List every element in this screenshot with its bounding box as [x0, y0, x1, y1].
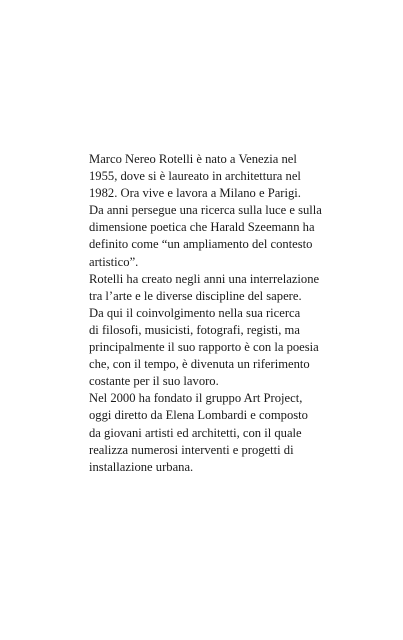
text-line: dimensione poetica che Harald Szeemann ha — [89, 220, 315, 235]
text-line: artistico”. — [89, 254, 139, 269]
text-line: Nel 2000 ha fondato il gruppo Art Project, — [89, 391, 303, 406]
text-line: Da qui il coinvolgimento nella sua ricerca — [89, 305, 301, 320]
text-line: 1955, dove si è laureato in architettura nel — [89, 169, 301, 184]
biography-text — [89, 151, 322, 476]
text-line: realizza numerosi interventi e progetti di — [89, 442, 294, 457]
text-line: da giovani artisti ed architetti, con il quale — [89, 425, 302, 440]
text-line: definito come “un ampliamento del contesto — [89, 237, 313, 252]
text-line: installazione urbana. — [89, 459, 194, 474]
text-line: Rotelli ha creato negli anni una interrelazione — [89, 271, 320, 286]
text-line: oggi diretto da Elena Lombardi e composto — [89, 408, 308, 423]
text-line: che, con il tempo, è divenuta un riferimento — [89, 357, 310, 372]
text-line: Marco Nereo Rotelli è nato a Venezia nel — [89, 152, 297, 166]
text-line: 1982. Ora vive e lavora a Milano e Parigi. — [89, 186, 301, 201]
text-line: tra l’arte e le diverse discipline del sapere. — [89, 288, 302, 303]
text-line: di filosofi, musicisti, fotografi, registi, ma — [89, 322, 300, 337]
text-line: Da anni persegue una ricerca sulla luce e sulla — [89, 203, 322, 218]
text-line: principalmente il suo rapporto è con la poesia — [89, 340, 319, 355]
text-line: costante per il suo lavoro. — [89, 374, 219, 389]
